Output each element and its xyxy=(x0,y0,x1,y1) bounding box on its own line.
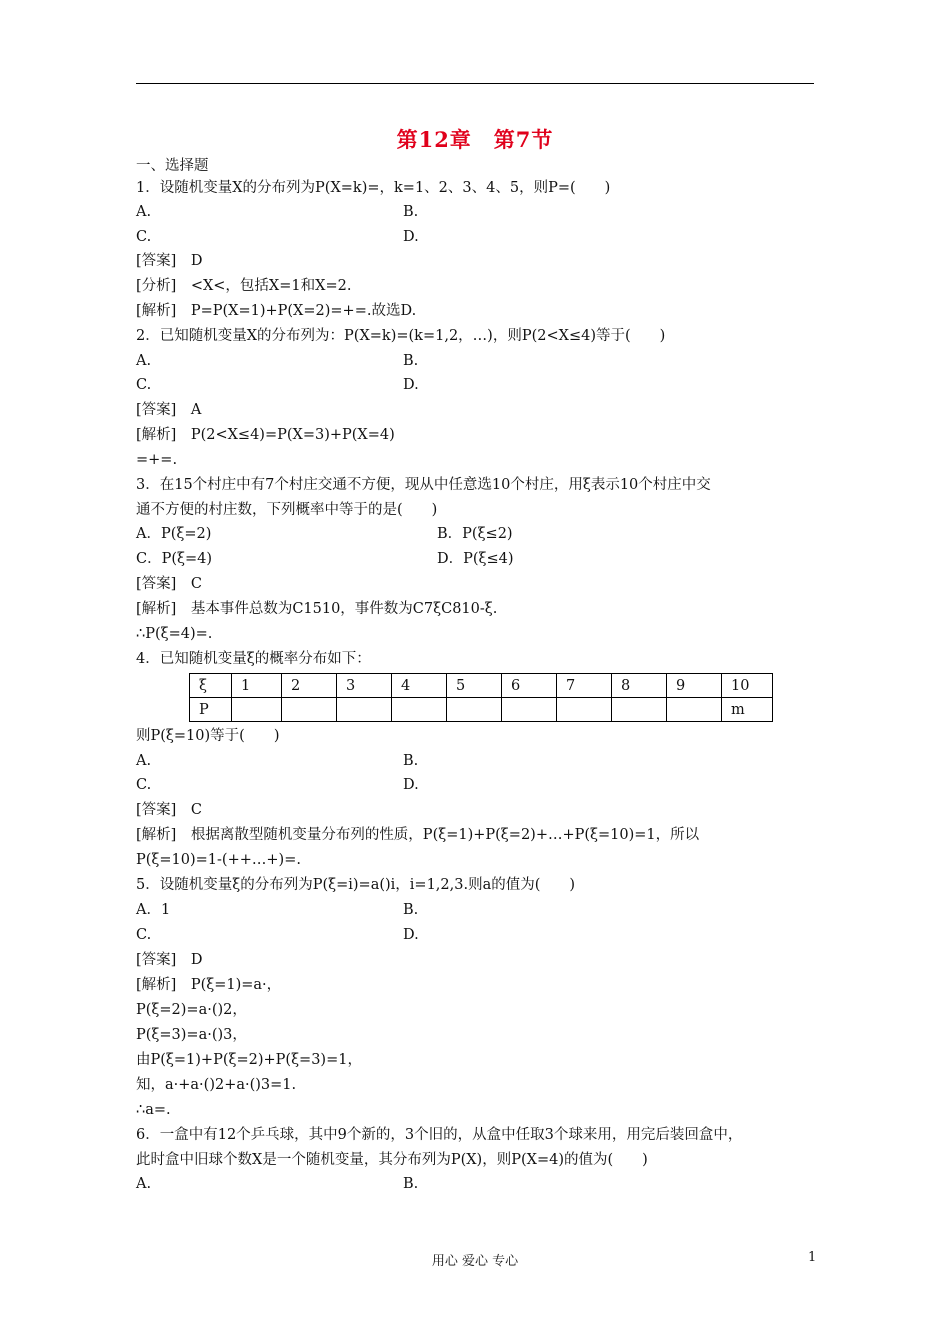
text-line: 5．设随机变量ξ的分布列为P(ξ=i)=a()i，i=1,2,3.则a的值为( ) xyxy=(136,877,576,893)
text-line: B. xyxy=(403,204,419,220)
page-number: 1 xyxy=(808,1250,817,1265)
table-cell xyxy=(612,698,667,722)
text-line: C. xyxy=(136,777,152,793)
text-line: A. xyxy=(136,1176,152,1192)
table-cell: 4 xyxy=(392,674,447,698)
table-cell: 8 xyxy=(612,674,667,698)
table-cell: 2 xyxy=(282,674,337,698)
text-line: 2．已知随机变量X的分布列为：P(X=k)=(k=1,2，…)，则P(2<X≤4)等于( ) xyxy=(136,328,666,344)
table-cell: m xyxy=(722,698,773,722)
text-line: A. xyxy=(136,204,152,220)
text-line: [解析] P(ξ=1)=a·， xyxy=(136,977,282,993)
table-cell xyxy=(557,698,612,722)
text-line: 通不方便的村庄数，下列概率中等于的是( ) xyxy=(136,502,438,518)
text-line: =+=. xyxy=(136,452,178,468)
table-cell: 7 xyxy=(557,674,612,698)
text-line: C．P(ξ=4) xyxy=(136,551,213,567)
text-line: [分析] <X<，包括X=1和X=2. xyxy=(136,278,352,294)
text-line: D. xyxy=(403,229,419,245)
text-line: P(ξ=3)=a·()3， xyxy=(136,1027,247,1043)
page-footer: 用心 爱心 专心 xyxy=(431,1254,519,1269)
text-line: A．P(ξ=2) xyxy=(136,526,212,542)
table-cell: ξ xyxy=(190,674,232,698)
table-cell xyxy=(232,698,282,722)
text-line: [答案] D xyxy=(136,253,203,269)
table-row xyxy=(190,698,773,722)
text-line: [解析] P(2<X≤4)=P(X=3)+P(X=4) xyxy=(136,427,395,443)
text-line: D. xyxy=(403,927,419,943)
text-line: 1．设随机变量X的分布列为P(X=k)=，k=1、2、3、4、5，则P=( ) xyxy=(136,180,611,196)
table-cell xyxy=(392,698,447,722)
text-line: ∴P(ξ=4)=. xyxy=(136,626,213,642)
distribution-table xyxy=(189,673,773,722)
table-cell: 9 xyxy=(667,674,722,698)
text-line: 由P(ξ=1)+P(ξ=2)+P(ξ=3)=1， xyxy=(136,1052,362,1068)
table-cell xyxy=(282,698,337,722)
text-line: P(ξ=2)=a·()2， xyxy=(136,1002,247,1018)
text-line: [解析] P=P(X=1)+P(X=2)=+=.故选D. xyxy=(136,303,417,319)
table-cell: 3 xyxy=(337,674,392,698)
table-cell: P xyxy=(190,698,232,722)
table-cell xyxy=(337,698,392,722)
table-cell xyxy=(502,698,557,722)
text-line: ∴a=. xyxy=(136,1102,171,1118)
table-cell: 6 xyxy=(502,674,557,698)
text-line: B．P(ξ≤2) xyxy=(437,526,513,542)
text-line: 4．已知随机变量ξ的概率分布如下： xyxy=(136,651,371,667)
text-line: 6．一盒中有12个乒乓球，其中9个新的，3个旧的，从盒中任取3个球来用，用完后装回盒中， xyxy=(136,1127,743,1143)
text-line: 3．在15个村庄中有7个村庄交通不方便，现从中任意选10个村庄，用ξ表示10个村庄中交 xyxy=(136,477,711,493)
text-line: A．1 xyxy=(136,902,171,918)
text-line: [解析] 根据离散型随机变量分布列的性质，P(ξ=1)+P(ξ=2)+…+P(ξ=10)=1，所以 xyxy=(136,827,700,843)
text-line: C. xyxy=(136,229,152,245)
header-rule xyxy=(136,83,814,84)
table-row xyxy=(190,674,773,698)
table-cell xyxy=(447,698,502,722)
text-line: D. xyxy=(403,777,419,793)
text-line: [答案] A xyxy=(136,402,202,418)
text-line: B. xyxy=(403,753,419,769)
text-line: [答案] C xyxy=(136,802,202,818)
text-line: A. xyxy=(136,353,152,369)
table-cell: 1 xyxy=(232,674,282,698)
text-line: [答案] C xyxy=(136,576,202,592)
table-cell xyxy=(667,698,722,722)
text-line: B. xyxy=(403,902,419,918)
text-line: A. xyxy=(136,753,152,769)
text-line: C. xyxy=(136,377,152,393)
text-line: [答案] D xyxy=(136,952,203,968)
text-line: 则P(ξ=10)等于( ) xyxy=(136,728,280,744)
table-cell: 5 xyxy=(447,674,502,698)
page-title: 第12章 第7节 xyxy=(396,127,554,152)
text-line: D．P(ξ≤4) xyxy=(437,551,514,567)
text-line: D. xyxy=(403,377,419,393)
text-line: C. xyxy=(136,927,152,943)
text-line: [解析] 基本事件总数为C1510，事件数为C7ξC810-ξ. xyxy=(136,601,498,617)
section-heading: 一、选择题 xyxy=(136,158,209,174)
text-line: P(ξ=10)=1-(++…+)=. xyxy=(136,852,301,868)
text-line: B. xyxy=(403,353,419,369)
text-line: 此时盒中旧球个数X是一个随机变量，其分布列为P(X)，则P(X=4)的值为( ) xyxy=(136,1152,648,1168)
text-line: B. xyxy=(403,1176,419,1192)
table-cell: 10 xyxy=(722,674,773,698)
text-line: 知，a·+a·()2+a·()3=1. xyxy=(136,1077,297,1093)
